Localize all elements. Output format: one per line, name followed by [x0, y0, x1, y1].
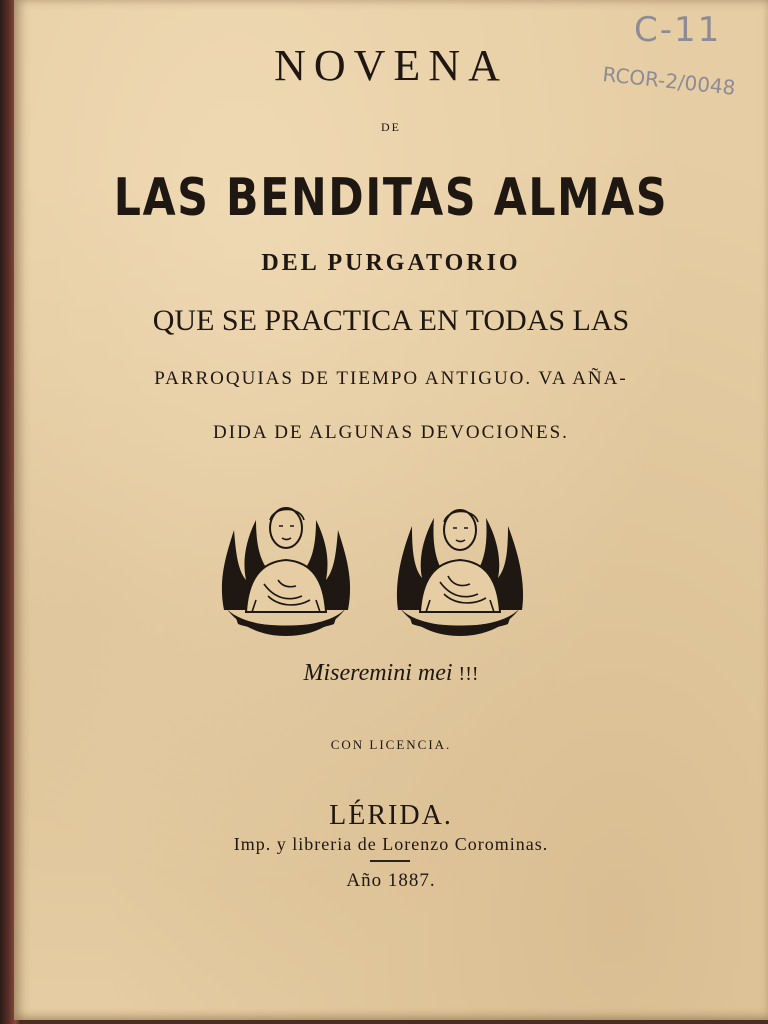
- main-title: LAS BENDITAS ALMAS: [113, 168, 669, 228]
- imprint-printer: Imp. y libreria de Lorenzo Corominas.: [233, 834, 549, 854]
- imprint-year: Año 1887.: [346, 870, 436, 891]
- imprint-city: LÉRIDA.: [329, 800, 453, 831]
- shelfmark-bottom: RCOR-2/0048: [601, 62, 737, 100]
- description-line-3: DIDA DE ALGUNAS DEVOCIONES.: [213, 422, 569, 443]
- heading-novena: NOVENA: [274, 41, 508, 90]
- description-line-1: QUE SE PRACTICA EN TODAS LAS: [152, 304, 630, 337]
- latin-motto: [14, 660, 768, 687]
- subtitle: DEL PURGATORIO: [261, 250, 521, 276]
- heading-de: DE: [381, 120, 401, 134]
- soul-in-flames-icon: [216, 500, 356, 640]
- license-line: CON LICENCIA.: [330, 737, 452, 752]
- motto-exclamation: !!!: [458, 663, 479, 685]
- imprint-divider: [370, 860, 410, 862]
- soul-in-flames-icon: [390, 500, 530, 640]
- motto-text: Miseremini mei: [303, 660, 453, 686]
- title-page: [14, 0, 768, 1020]
- shelfmark-top: C-11: [634, 10, 722, 50]
- description-line-2: PARROQUIAS DE TIEMPO ANTIGUO. VA AÑA-: [154, 368, 628, 389]
